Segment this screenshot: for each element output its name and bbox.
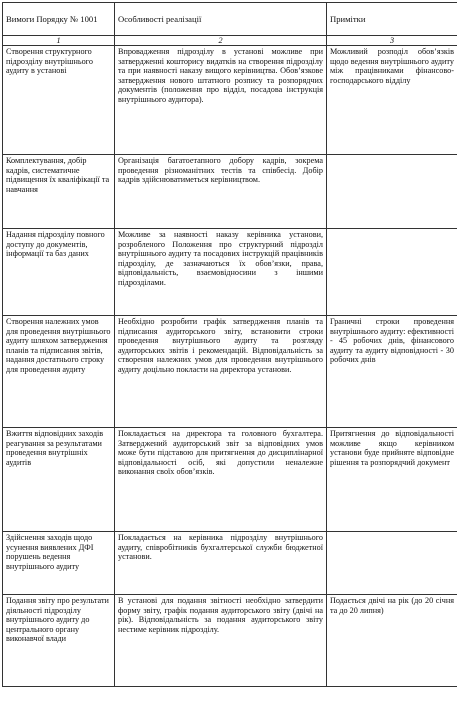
table-row (3, 155, 457, 229)
note-cell (327, 155, 457, 229)
requirement-cell: Створення належних умов для проведення внутрішнього аудиту шляхом затвердження планів та підписання звітів, надання достатнього строку для проведення аудиту (3, 316, 115, 428)
table-row (3, 46, 457, 155)
requirement-cell: Вжиття відповідних заходів реагування за результатами проведення внутрішніх аудитів (3, 428, 115, 532)
table-row (3, 532, 457, 595)
implementation-cell: Необхідно розробити графік затвердження планів та підписання аудиторського звіту, встановити строки проведення внутрішнього аудиту та розгляду аудиторських звітів і рекомендацій. Відповідальність за створення належних умов для проведення внутрішнього аудиту доцільно покласти на директора установи. (115, 316, 327, 428)
column-number-2: 2 (115, 36, 327, 46)
requirements-table (2, 2, 457, 687)
implementation-cell: Організація багатоетапного добору кадрів, зокрема проведення різноманітних тестів та співбесід. Добір кадрів здійснюватиметься керівництвом. (115, 155, 327, 229)
note-cell: Можливий розподіл обов’язків щодо ведення внутрішнього аудиту між працівниками фінансово-господарського відділу (327, 46, 457, 155)
note-cell (327, 229, 457, 316)
requirement-cell: Комплектування, добір кадрів, систематичне підвищення їх кваліфікації та навчання (3, 155, 115, 229)
table-row (3, 428, 457, 532)
header-requirements: Вимоги Порядку № 1001 (3, 3, 115, 36)
note-cell (327, 532, 457, 595)
table-row (3, 229, 457, 316)
column-number-3: 3 (327, 36, 457, 46)
note-cell: Граничні строки проведення внутрішнього аудиту: ефективності - 45 робочих днів, фінансового аудиту та аудиту відповідності - 30 робочих днів (327, 316, 457, 428)
note-cell: Притягнення до відповідальності можливе якщо керівником установи буде прийняте відповідне рішення та розпорядчий документ (327, 428, 457, 532)
header-implementation: Особливості реалізації (115, 3, 327, 36)
requirement-cell: Надання підрозділу повного доступу до документів, інформації та баз даних (3, 229, 115, 316)
implementation-cell: Покладається на директора та головного бухгалтера. Затверджений аудиторський звіт за відповідних умов може бути підставою для притягнення до дисциплінарної відповідальності осіб, які допустили неналежне виконання своїх обов’язків. (115, 428, 327, 532)
requirement-cell: Створення структурного підрозділу внутрішнього аудиту в установі (3, 46, 115, 155)
implementation-cell: Впровадження підрозділу в установі можливе при затвердженні кошторису видатків на створення підрозділу та при наявності наказу вищого керівництва. Обов’язкове затвердження нового штатного розпису та розпорядчих документів (положення про відділ, посадова інструкція внутрішнього аудитора). (115, 46, 327, 155)
implementation-cell: В установі для подання звітності необхідно затвердити форму звіту, графік подання аудиторського звіту (двічі на рік). Відповідальність за подання аудиторського звіту нестиме керівник підрозділу. (115, 595, 327, 687)
table-row (3, 595, 457, 687)
column-number-1: 1 (3, 36, 115, 46)
column-number-row (3, 36, 457, 46)
table-row (3, 316, 457, 428)
requirement-cell: Подання звіту про результати діяльності підрозділу внутрішнього аудиту до центрального органу виконавчої влади (3, 595, 115, 687)
implementation-cell: Покладається на керівника підрозділу внутрішнього аудиту, співробітників бухгалтерської служби бюджетної установи. (115, 532, 327, 595)
requirement-cell: Здійснення заходів щодо усунення виявлених ДФІ порушень ведення внутрішнього аудиту (3, 532, 115, 595)
header-notes: Примітки (327, 3, 457, 36)
header-row (3, 3, 457, 36)
implementation-cell: Можливе за наявності наказу керівника установи, розробленого Положення про структурний підрозділ внутрішнього аудиту та посадових інструкцій працівників підрозділу, де зазначаються їх обов’язки, права, відповідальність, взаємовідносини з іншими підрозділами. (115, 229, 327, 316)
note-cell: Подається двічі на рік (до 20 січня та до 20 липня) (327, 595, 457, 687)
